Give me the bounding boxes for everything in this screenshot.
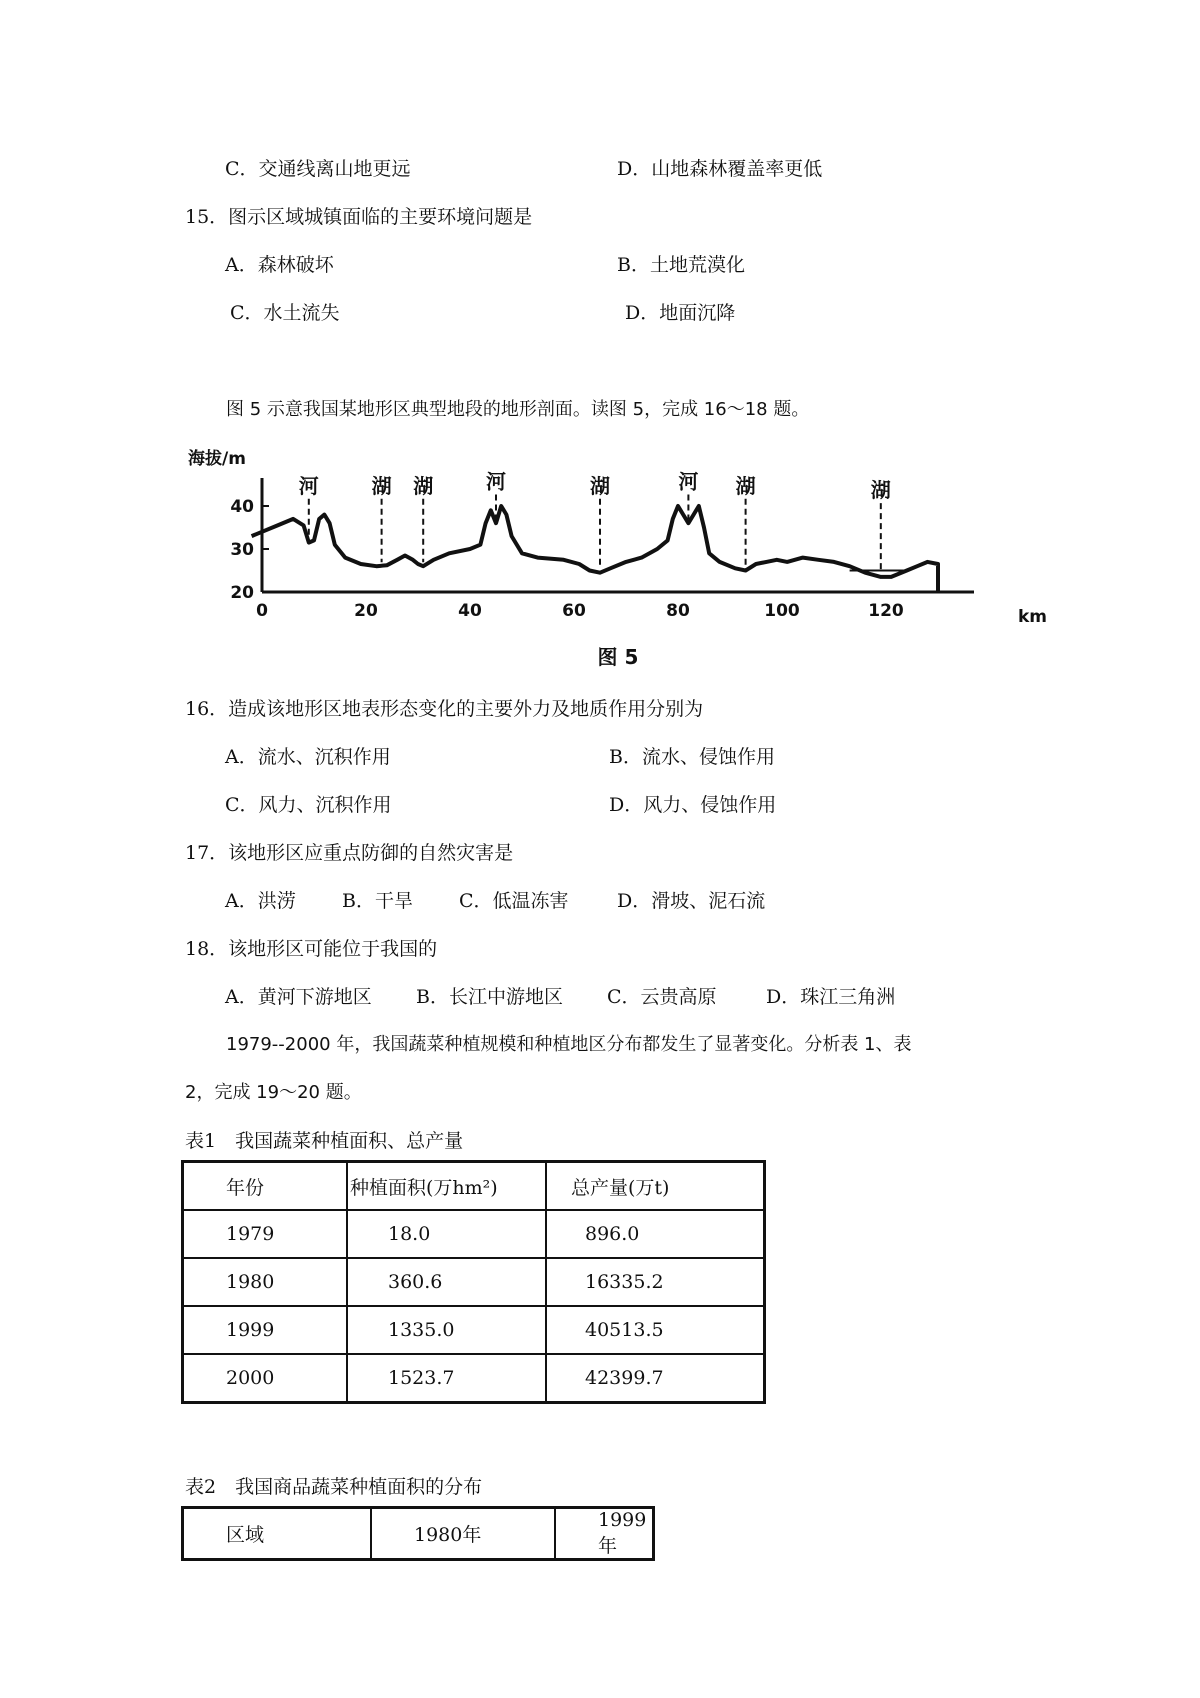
- q14-option-d: D．山地森林覆盖率更低: [617, 158, 823, 180]
- table-cell: 2000: [183, 1354, 348, 1403]
- x-tick-label: 80: [666, 601, 690, 621]
- table2-header: 1980年: [371, 1508, 555, 1560]
- y-tick-label: 40: [230, 497, 254, 517]
- table1: [181, 1160, 766, 1404]
- table-cell: 1335.0: [347, 1306, 546, 1354]
- table-cell: 1979: [183, 1210, 348, 1258]
- fig5-intro: 图 5 示意我国某地形区典型地段的地形剖面。读图 5，完成 16～18 题。: [226, 399, 810, 420]
- y-axis-label: 海拔/m: [188, 449, 246, 469]
- q18-option-c: C．云贵高原: [607, 986, 717, 1008]
- profile-annotation-label: 湖: [735, 473, 756, 498]
- table2-header: 1999年: [555, 1508, 654, 1560]
- q18-option-a: A．黄河下游地区: [225, 986, 372, 1008]
- q17-option-b: B．干旱: [342, 890, 413, 912]
- table-row: [183, 1354, 765, 1403]
- x-tick-label: 120: [868, 601, 904, 621]
- y-tick-label: 30: [230, 540, 254, 560]
- q14-option-c: C．交通线离山地更远: [225, 158, 411, 180]
- table-cell: 1980: [183, 1258, 348, 1306]
- table2-caption: 表2 我国商品蔬菜种植面积的分布: [185, 1476, 483, 1498]
- profile-annotation-label: 湖: [371, 473, 392, 498]
- table-row: [183, 1258, 765, 1306]
- x-tick-label: 100: [764, 601, 800, 621]
- q18-option-d: D．珠江三角洲: [766, 986, 896, 1008]
- y-tick-label: 20: [230, 583, 254, 603]
- terrain-profile-line: [252, 506, 938, 592]
- q17-option-d: D．滑坡、泥石流: [617, 890, 766, 912]
- profile-annotation-label: 河: [486, 469, 506, 494]
- table1-header: 年份: [183, 1162, 348, 1211]
- q16-option-c: C．风力、沉积作用: [225, 794, 392, 816]
- q16-stem: 16．造成该地形区地表形态变化的主要外力及地质作用分别为: [185, 698, 704, 720]
- table-cell: 18.0: [347, 1210, 546, 1258]
- table1-caption: 表1 我国蔬菜种植面积、总产量: [185, 1130, 464, 1152]
- q18-stem: 18．该地形区可能位于我国的: [185, 938, 438, 960]
- table-cell: 360.6: [347, 1258, 546, 1306]
- q15-option-d: D．地面沉降: [625, 302, 736, 324]
- figure-caption: 图 5: [597, 645, 639, 669]
- intro-19-20-line2: 2，完成 19～20 题。: [185, 1082, 362, 1103]
- table-row: [183, 1306, 765, 1354]
- q16-option-d: D．风力、侵蚀作用: [609, 794, 777, 816]
- terrain-profile-figure: [180, 440, 1060, 680]
- table-row: [183, 1210, 765, 1258]
- intro-19-20-line1: 1979--2000 年，我国蔬菜种植规模和种植地区分布都发生了显著变化。分析表 1、表: [226, 1034, 912, 1055]
- q18-option-b: B．长江中游地区: [416, 986, 563, 1008]
- q17-option-c: C．低温冻害: [459, 890, 569, 912]
- table1-header: 总产量(万t): [546, 1162, 765, 1211]
- x-tick-label: 0: [256, 601, 268, 621]
- table1-header-row: [183, 1162, 765, 1211]
- table2: [181, 1506, 655, 1561]
- table2-header-row: [183, 1508, 654, 1560]
- q15-option-c: C．水土流失: [230, 302, 340, 324]
- table1-header: 种植面积(万hm²): [347, 1162, 546, 1211]
- q16-option-a: A．流水、沉积作用: [225, 746, 391, 768]
- q15-option-b: B．土地荒漠化: [617, 254, 745, 276]
- table-cell: 42399.7: [546, 1354, 765, 1403]
- q15-option-a: A．森林破坏: [225, 254, 334, 276]
- terrain-profile-chart: [180, 440, 1060, 680]
- q17-option-a: A．洪涝: [225, 890, 296, 912]
- q15-stem: 15．图示区域城镇面临的主要环境问题是: [185, 206, 533, 228]
- table-cell: 16335.2: [546, 1258, 765, 1306]
- table2-header: 区域: [183, 1508, 372, 1560]
- q16-option-b: B．流水、侵蚀作用: [609, 746, 775, 768]
- x-tick-label: 20: [354, 601, 378, 621]
- profile-annotation-label: 湖: [870, 478, 891, 503]
- profile-annotation-label: 河: [298, 473, 319, 498]
- table-cell: 1999: [183, 1306, 348, 1354]
- table-cell: 896.0: [546, 1210, 765, 1258]
- x-tick-label: 40: [458, 601, 482, 621]
- profile-annotation-label: 湖: [413, 473, 434, 498]
- x-tick-label: 60: [562, 601, 586, 621]
- table-cell: 40513.5: [546, 1306, 765, 1354]
- profile-annotation-label: 河: [678, 469, 699, 494]
- profile-annotation-label: 湖: [590, 473, 610, 498]
- q17-stem: 17．该地形区应重点防御的自然灾害是: [185, 842, 514, 864]
- x-axis-label: km: [1018, 607, 1048, 627]
- table-cell: 1523.7: [347, 1354, 546, 1403]
